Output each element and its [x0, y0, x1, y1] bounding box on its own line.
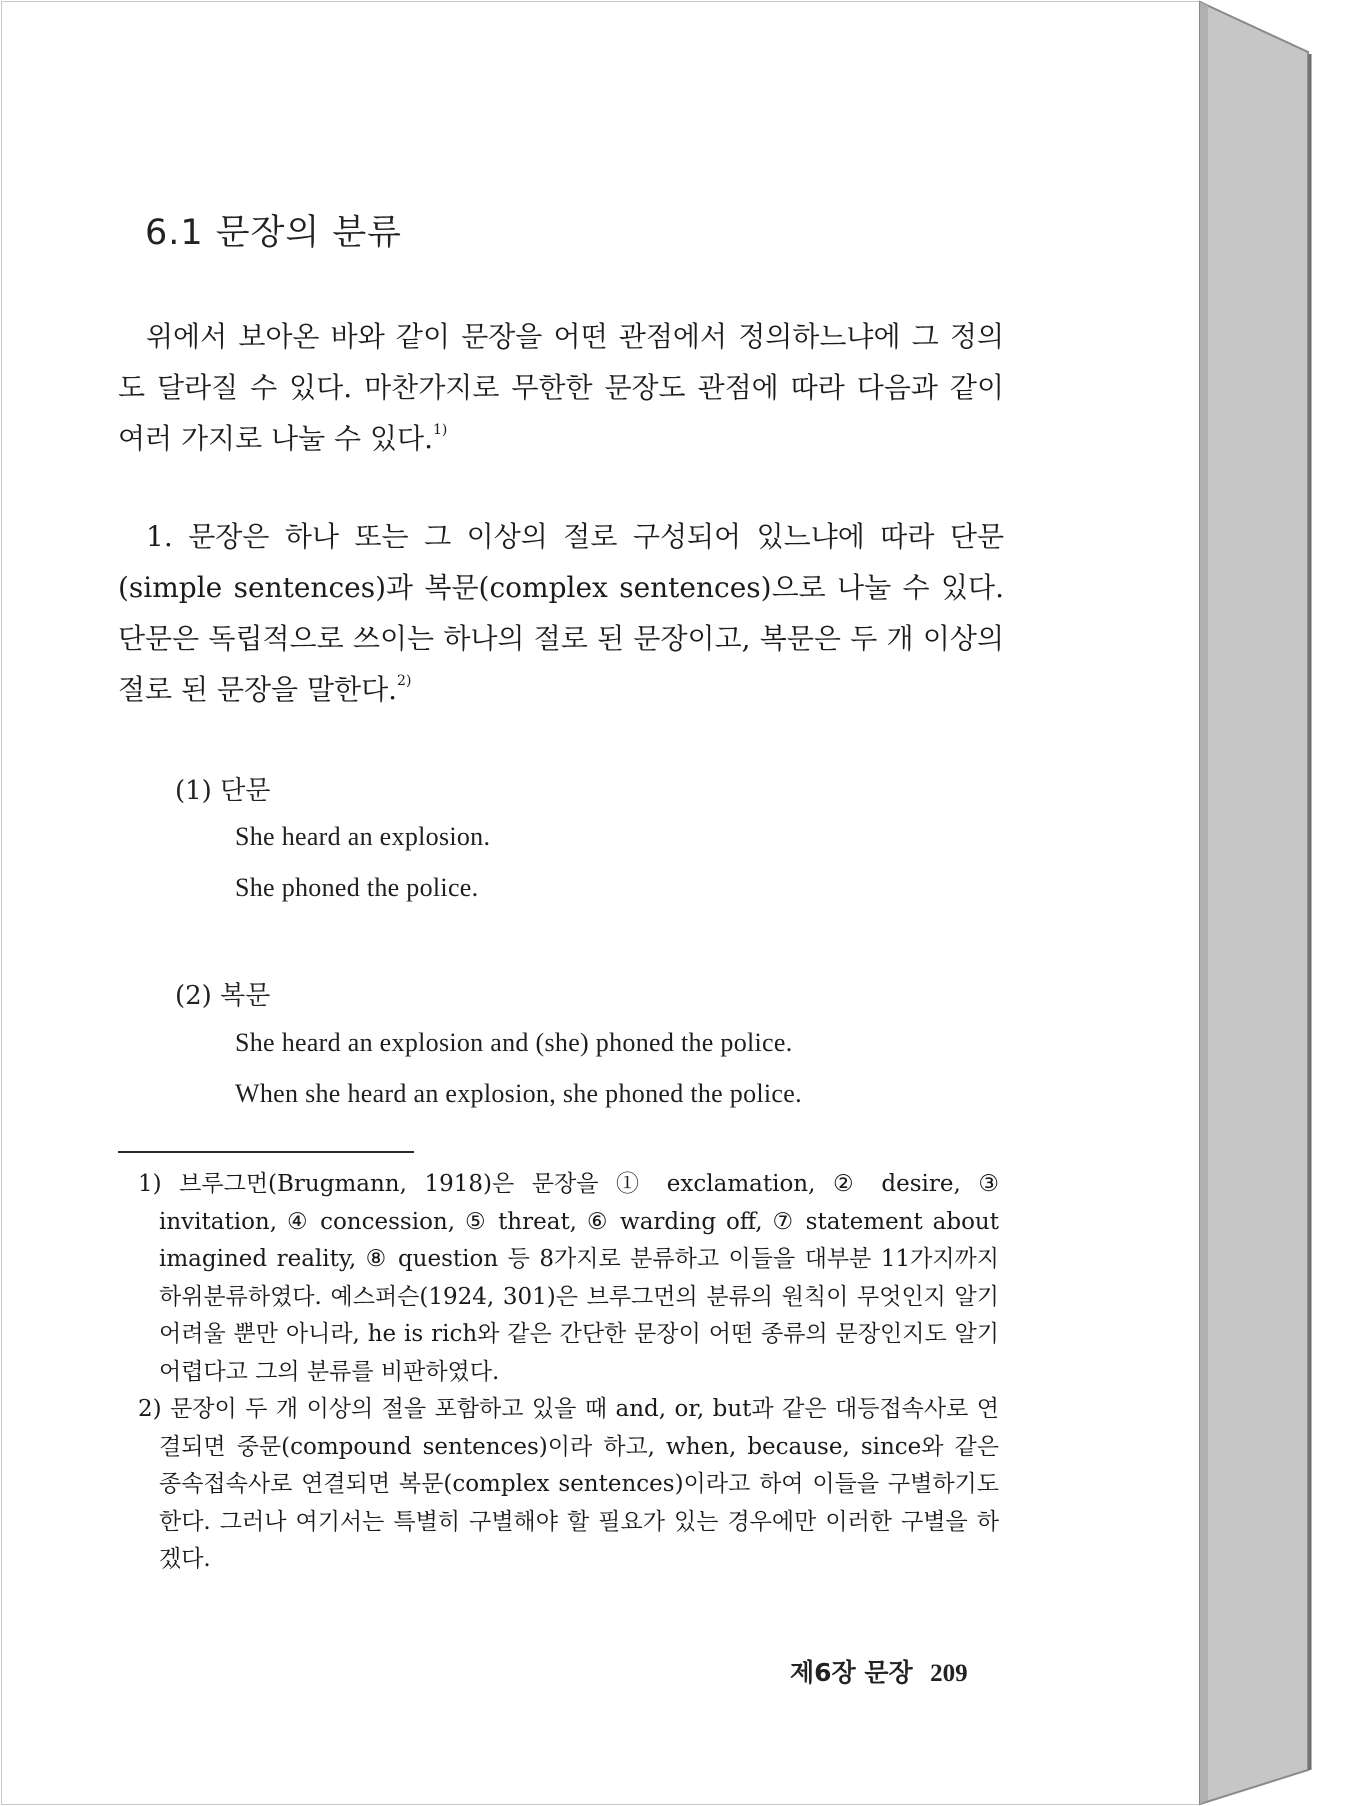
footnote-divider	[118, 1151, 414, 1153]
footnote-1-text: 1) 브루그먼(Brugmann, 1918)은 문장을 ① exclamation, ② desire, ③ invitation, ④ concession, ⑤ threat, ⑥ warding off, ⑦ statement about imagined reality, ⑧ question 등 8가지로 분류하고 이들을 대부분 11가지까지 하위분류하였다. 예스퍼슨(1924, 301)은 브루그먼의 분류의 원칙이 무엇인지 알기 어려울 뿐만 아니라, he is rich와 같은 간단한 문장이 어떤 종류의 문장인지도 알기 어렵다고 그의 분류를 비판하였다.	[138, 1171, 999, 1385]
spine-face	[1200, 2, 1308, 1804]
footnote-ref-2: 2)	[397, 673, 412, 689]
example-sentence: She phoned the police.	[235, 873, 479, 902]
example-label-simple: (1) 단문	[175, 776, 271, 806]
chapter-label: 제6장 문장	[790, 1658, 913, 1687]
intro-text: 위에서 보아온 바와 같이 문장을 어떤 관점에서 정의하느냐에 그 정의도 달라질 수 있다. 마찬가지로 무한한 문장도 관점에 따라 다음과 같이 여러 가지로 나눌 수 있다.	[118, 320, 1004, 455]
point-1-text: 1. 문장은 하나 또는 그 이상의 절로 구성되어 있느냐에 따라 단문(simple sentences)과 복문(complex sentences)으로 나눌 수 있다. 단문은 독립적으로 쓰이는 하나의 절로 된 문장이고, 복문은 두 개 이상의 절로 된 문장을 말한다.	[118, 520, 1004, 706]
example-label-complex: (2) 복문	[175, 981, 271, 1011]
intro-paragraph	[118, 311, 1004, 464]
footnote-2-text: 2) 문장이 두 개 이상의 절을 포함하고 있을 때 and, or, but과 같은 대등접속사로 연결되면 중문(compound sentences)이라 하고, when, because, since와 같은 종속접속사로 연결되면 복문(complex sentences)이라고 하여 이들을 구별하기도 한다. 그러나 여기서는 특별히 구별해야 할 필요가 있는 경우에만 이러한 구별을 하겠다.	[138, 1396, 999, 1572]
page-footer	[790, 1653, 968, 1689]
footnote-1	[138, 1166, 999, 1391]
example-sentence: When she heard an explosion, she phoned the police.	[235, 1079, 802, 1108]
page-number: 209	[930, 1660, 968, 1687]
example-sentence: She heard an explosion.	[235, 822, 491, 851]
section-heading: 6.1 문장의 분류	[145, 213, 402, 253]
point-1-paragraph	[118, 511, 1004, 715]
spine-highlight	[1200, 2, 1208, 1804]
footnote-2	[138, 1391, 999, 1579]
footnote-ref-1: 1)	[432, 422, 448, 438]
example-sentence: She heard an explosion and (she) phoned the police.	[235, 1028, 793, 1057]
